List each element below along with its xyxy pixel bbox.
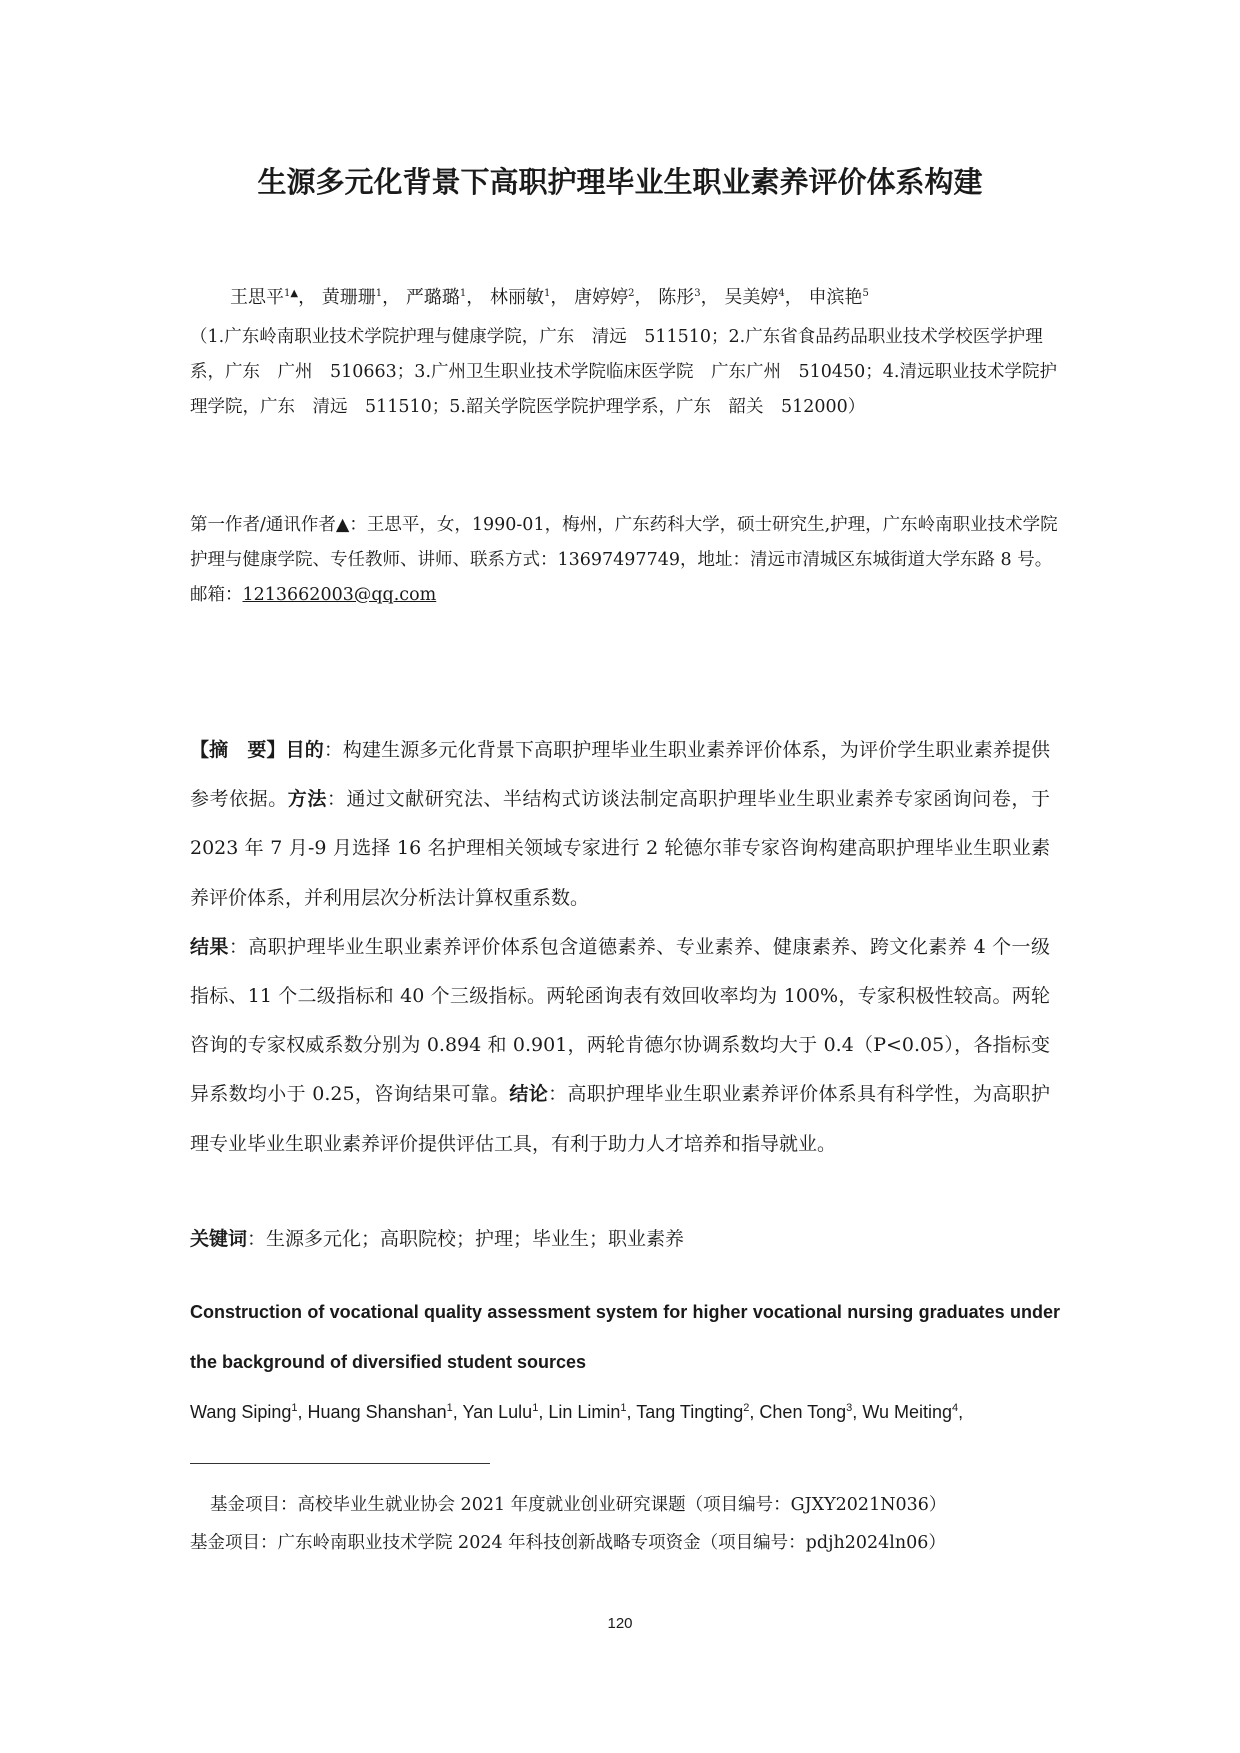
page-number: 120 — [607, 1615, 633, 1632]
author-affiliation-mark: 1 — [544, 288, 551, 299]
author-separator: ， — [466, 287, 485, 308]
english-title: Construction of vocational quality assessment system for higher vocational nursing graduates under the background of diversified student sources — [190, 1302, 1060, 1372]
author-separator: ， — [634, 287, 653, 308]
author-name: 吴美婷 — [724, 287, 779, 308]
author-name: 申滨艳 — [808, 287, 863, 308]
english-author-mark: 4 — [952, 1402, 959, 1414]
author-name: 陈彤 — [658, 287, 695, 308]
keywords-label: 关键词 — [190, 1228, 248, 1250]
author-separator: ， — [550, 287, 569, 308]
english-author-mark: 1 — [291, 1402, 298, 1414]
english-author-name: Wang Siping — [190, 1402, 292, 1422]
english-author-mark: 1 — [620, 1402, 627, 1414]
author-affiliation-mark: 2 — [628, 288, 635, 299]
correspondence-text: 王思平，女，1990-01，梅州，广东药科大学，硕士研究生,护理，广东岭南职业技术学院护理与健康学院、专任教师、讲师、联系方式：13697497749，地址：清远市清城区东城街道大学东路 8 号。邮箱： — [190, 515, 1058, 605]
english-author-name: Lin Limin — [548, 1402, 621, 1422]
abstract — [190, 726, 1050, 1169]
affiliations: （1.广东岭南职业技术学院护理与健康学院，广东 清远 511510；2.广东省食品药品职业技术学校医学护理系，广东 广州 510663；3.广州卫生职业技术学院临床医学院 广东广州 510450；4.清远职业技术学院护理学院，广东 清远 511510；5.韶关学院医学院护理学系，广东 韶关 512000） — [190, 327, 1057, 417]
author-affiliation-mark: 1 — [375, 288, 383, 299]
author-name: 严璐璐 — [405, 287, 460, 308]
author-separator: ， — [382, 287, 401, 308]
english-author-name: Chen Tong — [759, 1402, 847, 1422]
english-author-list: Wang Siping$^1$, Huang Shanshan$^1$, Yan Lulu$^1$, Lin Limin$^1$, Tang Tingting$^2$, Chen Tong$^3$, Wu Meiting$^4$, — [190, 1402, 964, 1422]
author-name: 王思平 — [230, 287, 284, 308]
footnote-divider — [190, 1463, 490, 1464]
author-affiliation-mark: 1▲ — [284, 288, 299, 299]
author-separator: ， — [700, 287, 719, 308]
english-author-mark: 1 — [532, 1402, 539, 1414]
author-affiliation-mark: 1 — [459, 288, 467, 299]
email-link[interactable]: 1213662003@qq.com — [242, 585, 437, 605]
author-separator: ， — [784, 287, 803, 308]
english-author-name: Yan Lulu — [462, 1402, 533, 1422]
purpose-text: ：构建生源多元化背景下高职护理毕业生职业素养评价体系，为评价学生职业素养提供参考依据。 — [190, 739, 1050, 811]
keywords — [190, 1224, 684, 1251]
correspondence-label: 第一作者/通讯作者▲： — [190, 515, 367, 535]
result-label: 结果 — [190, 935, 229, 958]
keywords-text: ：生源多元化；高职院校；护理；毕业生；职业素养 — [247, 1228, 685, 1250]
conclusion-label: 结论 — [509, 1083, 549, 1106]
author-affiliation-mark: 3 — [694, 288, 701, 299]
author-affiliation-mark: 4 — [778, 288, 785, 299]
english-author-mark: 1 — [446, 1402, 453, 1414]
paper-title: 生源多元化背景下高职护理毕业生职业素养评价体系构建 — [257, 165, 983, 199]
method-text: ：通过文献研究法、半结构式访谈法制定高职护理毕业生职业素养专家函询问卷，于 2023 年 7 月-9 月选择 16 名护理相关领域专家进行 2 轮德尔菲专家咨询构建高职护理毕业生职业素养评价体系，并利用层次分析法计算权重系数。 — [190, 788, 1050, 909]
english-author-name: Tang Tingting — [636, 1402, 744, 1422]
english-author-mark: 2 — [743, 1402, 750, 1414]
author-affiliation-mark: 5 — [862, 288, 869, 299]
author-name: 唐婷婷 — [574, 287, 629, 308]
author-name: 林丽敏 — [490, 287, 545, 308]
conclusion-text: ：高职护理毕业生职业素养评价体系具有科学性，为高职护理专业毕业生职业素养评价提供评估工具，有利于助力人才培养和指导就业。 — [190, 1083, 1050, 1155]
abstract-label: 【摘 要】 — [190, 739, 286, 761]
english-author-name: Wu Meiting — [862, 1402, 953, 1422]
purpose-label: 目的 — [285, 739, 324, 761]
author-name: 黄珊珊 — [321, 287, 376, 308]
result-text: ：高职护理毕业生职业素养评价体系包含道德素养、专业素养、健康素养、跨文化素养 4 个一级指标、11 个二级指标和 40 个三级指标。两轮函询表有效回收率均为 100%，专家积极性较高。两轮咨询的专家权威系数分别为 0.894 和 0.901，两轮肯德尔协调系数均大于 0.4（P<0.05），各指标变异系数均小于 0.25，咨询结果可靠。 — [190, 935, 1050, 1106]
english-author-name: Huang Shanshan — [307, 1402, 447, 1422]
english-author-mark: 3 — [846, 1402, 853, 1414]
author-list — [230, 283, 869, 309]
correspondence-note — [190, 508, 1060, 613]
author-separator: ， — [298, 287, 317, 308]
method-label: 方法 — [287, 788, 327, 811]
funding-note: 基金项目：广东岭南职业技术学院 2024 年科技创新战略专项资金（项目编号：pdjh2024ln06） — [190, 1533, 946, 1553]
funding-note: 基金项目：高校毕业生就业协会 2021 年度就业创业研究课题（项目编号：GJXY2021N036） — [210, 1495, 947, 1515]
